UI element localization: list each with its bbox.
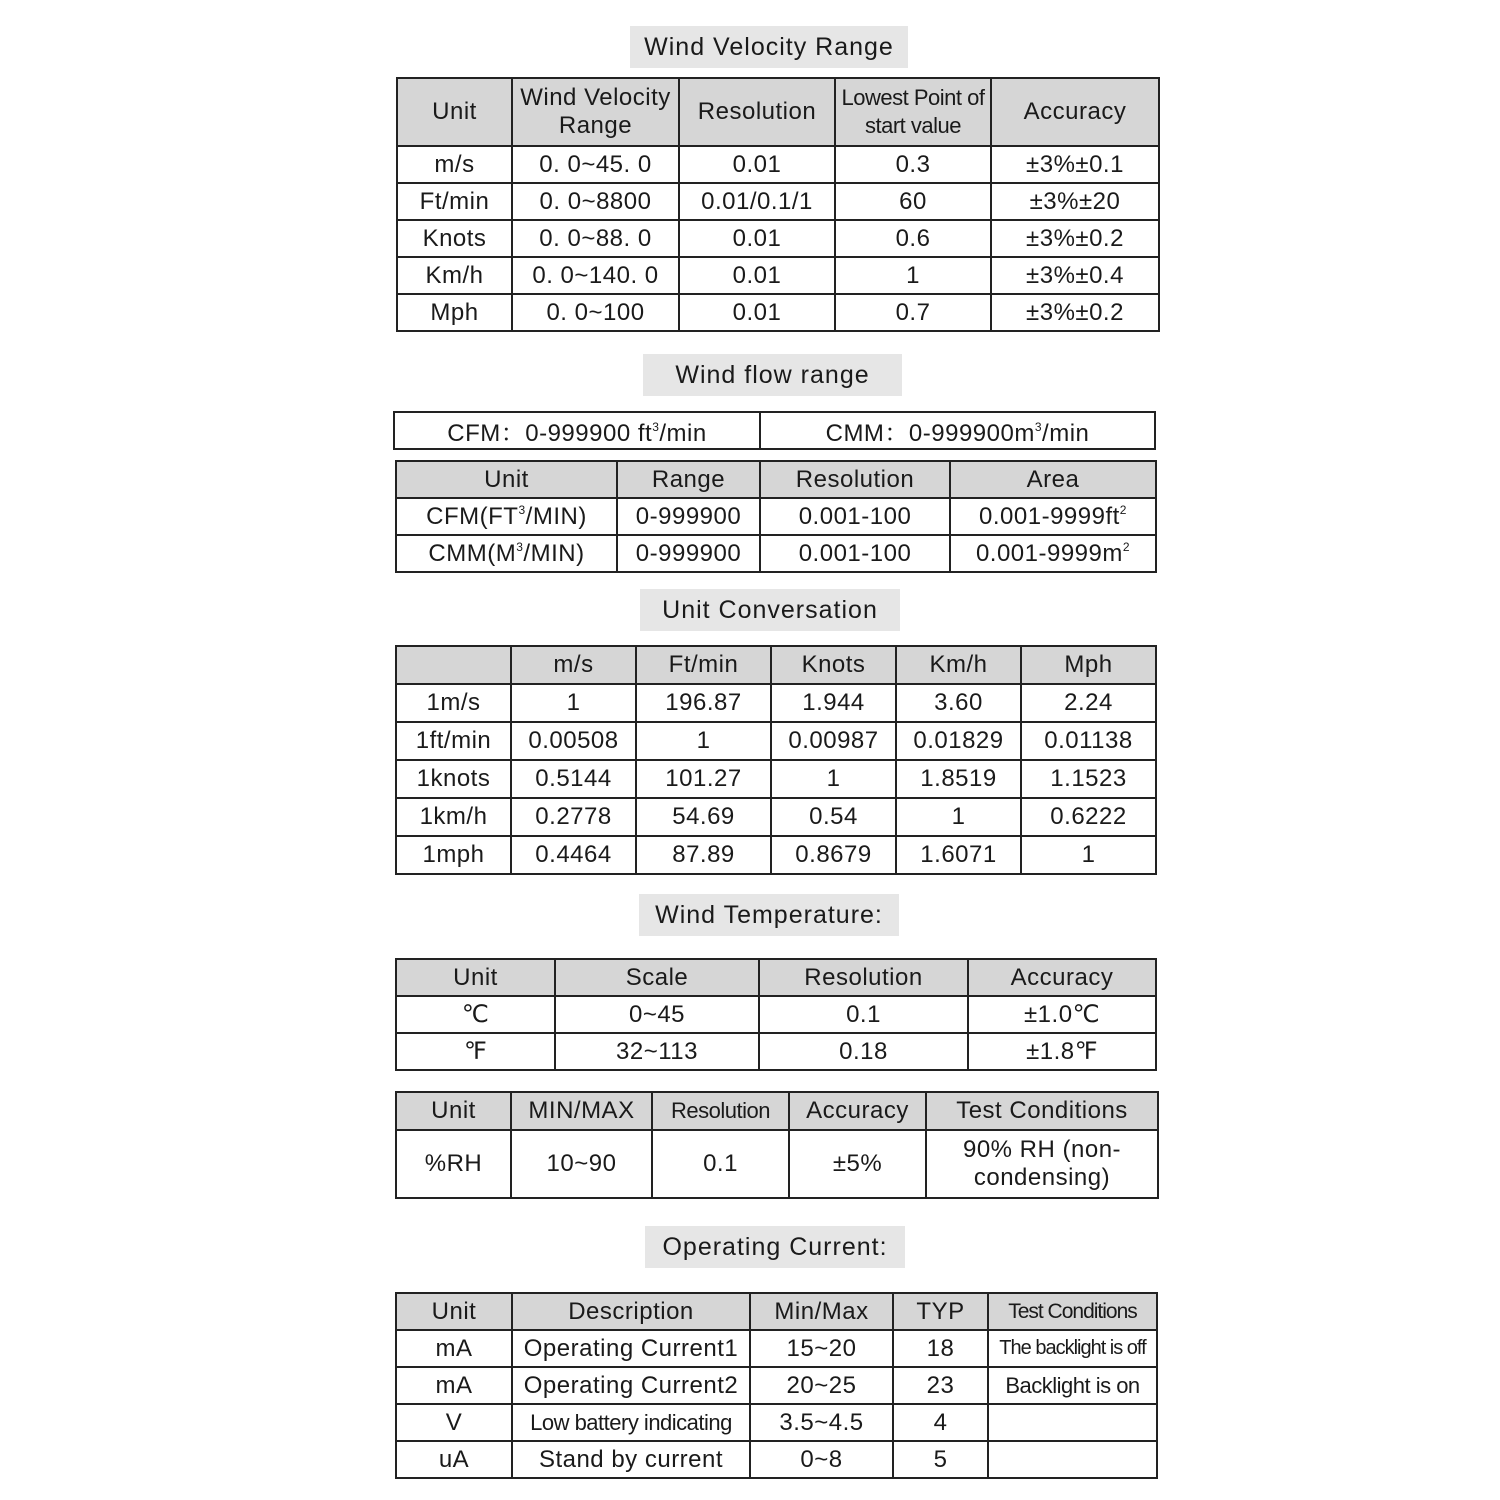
conversion-header <box>396 646 511 684</box>
cmm-summary-sup: 3 <box>1034 420 1043 434</box>
velocity-cell: ±3%±0.1 <box>991 146 1159 183</box>
current-cell: Operating Current2 <box>512 1367 750 1404</box>
velocity-title: Wind Velocity Range <box>630 26 908 68</box>
flow-cell-unit <box>396 498 617 535</box>
temperature-table <box>395 958 1157 1071</box>
temperature-cell: ℉ <box>396 1033 555 1070</box>
humidity-header: Accuracy <box>789 1092 926 1130</box>
current-header: Test Conditions <box>988 1293 1157 1330</box>
current-table <box>395 1292 1158 1479</box>
conversion-cell: 1.1523 <box>1021 760 1156 798</box>
flow-cell: 0.001-100 <box>760 498 950 535</box>
flow-cell-area <box>950 498 1156 535</box>
conversion-cell: 1.8519 <box>896 760 1021 798</box>
temperature-cell: ±1.0℃ <box>968 996 1156 1033</box>
humidity-header: Unit <box>396 1092 511 1130</box>
velocity-cell: ±3%±0.2 <box>991 220 1159 257</box>
velocity-header-lowest: Lowest Point of start value <box>835 78 991 146</box>
flow-unit-sup: 3 <box>516 539 524 554</box>
current-cell <box>988 1441 1157 1478</box>
velocity-cell: 0.6 <box>835 220 991 257</box>
conversion-cell: 1.6071 <box>896 836 1021 874</box>
conversion-cell: 2.24 <box>1021 684 1156 722</box>
current-cell: The backlight is off <box>988 1330 1157 1367</box>
flow-title: Wind flow range <box>643 354 902 396</box>
velocity-cell: 0. 0~140. 0 <box>512 257 679 294</box>
temperature-title: Wind Temperature: <box>639 894 899 936</box>
velocity-cell: 0.3 <box>835 146 991 183</box>
conversion-cell: 54.69 <box>636 798 771 836</box>
current-header: Min/Max <box>750 1293 893 1330</box>
conversion-cell: 0.01138 <box>1021 722 1156 760</box>
cfm-summary <box>394 412 760 449</box>
temperature-header: Scale <box>555 959 759 996</box>
humidity-cell: 10~90 <box>511 1130 652 1198</box>
conversion-cell: 1m/s <box>396 684 511 722</box>
conversion-cell: 196.87 <box>636 684 771 722</box>
conversion-cell: 0.8679 <box>771 836 896 874</box>
flow-cell: 0-999900 <box>617 535 760 572</box>
current-cell: Stand by current <box>512 1441 750 1478</box>
flow-area-text: 0.001-9999m <box>975 539 1123 567</box>
cmm-summary-suffix: /min <box>1042 420 1090 447</box>
humidity-cell: %RH <box>396 1130 511 1198</box>
conversion-cell: 0.54 <box>771 798 896 836</box>
conversion-cell: 1knots <box>396 760 511 798</box>
current-header: TYP <box>893 1293 988 1330</box>
velocity-cell: m/s <box>397 146 512 183</box>
conversion-header: m/s <box>511 646 636 684</box>
velocity-cell: 0.01 <box>679 146 835 183</box>
velocity-cell: Km/h <box>397 257 512 294</box>
velocity-cell: ±3%±20 <box>991 183 1159 220</box>
humidity-cell: 90% RH (non-condensing) <box>926 1130 1158 1198</box>
current-cell: V <box>396 1404 512 1441</box>
flow-unit-text: /MIN) <box>523 539 585 567</box>
velocity-cell: 0. 0~8800 <box>512 183 679 220</box>
current-header: Description <box>512 1293 750 1330</box>
current-cell: Backlight is on <box>988 1367 1157 1404</box>
conversion-cell: 1mph <box>396 836 511 874</box>
conversion-cell: 1 <box>896 798 1021 836</box>
velocity-header-unit: Unit <box>397 78 512 146</box>
current-cell: mA <box>396 1367 512 1404</box>
current-cell: uA <box>396 1441 512 1478</box>
velocity-cell: 1 <box>835 257 991 294</box>
cfm-summary-prefix: CFM：0-999900 ft <box>447 420 653 447</box>
temperature-cell: 0~45 <box>555 996 759 1033</box>
velocity-table <box>396 77 1160 332</box>
conversion-cell: 0.2778 <box>511 798 636 836</box>
flow-unit-text: CFM(FT <box>426 502 519 530</box>
flow-header-range: Range <box>617 461 760 498</box>
velocity-cell: 0.01 <box>679 220 835 257</box>
humidity-header: MIN/MAX <box>511 1092 652 1130</box>
cfm-summary-suffix: /min <box>659 420 707 447</box>
velocity-cell: ±3%±0.2 <box>991 294 1159 331</box>
velocity-cell: ±3%±0.4 <box>991 257 1159 294</box>
conversion-cell: 101.27 <box>636 760 771 798</box>
current-header: Unit <box>396 1293 512 1330</box>
conversion-cell: 0.00508 <box>511 722 636 760</box>
flow-area-sup: 2 <box>1119 502 1127 517</box>
temperature-header: Unit <box>396 959 555 996</box>
cfm-summary-sup: 3 <box>652 420 660 434</box>
velocity-cell: 0.01 <box>679 294 835 331</box>
conversion-cell: 0.00987 <box>771 722 896 760</box>
conversion-cell: 1 <box>1021 836 1156 874</box>
conversion-cell: 1 <box>771 760 896 798</box>
current-cell: Operating Current1 <box>512 1330 750 1367</box>
current-cell: 18 <box>893 1330 988 1367</box>
flow-header-area: Area <box>950 461 1156 498</box>
current-cell: Low battery indicating <box>512 1404 750 1441</box>
conversion-cell: 1ft/min <box>396 722 511 760</box>
velocity-cell: 0.01/0.1/1 <box>679 183 835 220</box>
temperature-header: Resolution <box>759 959 968 996</box>
flow-cell: 0.001-100 <box>760 535 950 572</box>
temperature-cell: 32~113 <box>555 1033 759 1070</box>
temperature-cell: ℃ <box>396 996 555 1033</box>
current-cell: 20~25 <box>750 1367 893 1404</box>
flow-unit-text: CMM(M <box>428 539 517 567</box>
conversion-cell: 1 <box>511 684 636 722</box>
conversion-cell: 1km/h <box>396 798 511 836</box>
velocity-cell: Ft/min <box>397 183 512 220</box>
velocity-cell: Mph <box>397 294 512 331</box>
humidity-table <box>395 1091 1159 1199</box>
current-cell: mA <box>396 1330 512 1367</box>
flow-area-sup: 2 <box>1122 539 1131 554</box>
velocity-cell: 0. 0~45. 0 <box>512 146 679 183</box>
humidity-cell: ±5% <box>789 1130 926 1198</box>
flow-cell-unit <box>396 535 617 572</box>
conversion-cell: 3.60 <box>896 684 1021 722</box>
conversion-cell: 87.89 <box>636 836 771 874</box>
conversion-cell: 0.6222 <box>1021 798 1156 836</box>
flow-cell: 0-999900 <box>617 498 760 535</box>
current-cell: 0~8 <box>750 1441 893 1478</box>
flow-unit-sup: 3 <box>518 502 526 517</box>
flow-cell-area <box>950 535 1156 572</box>
current-cell: 5 <box>893 1441 988 1478</box>
cmm-summary-prefix: CMM：0-999900m <box>825 420 1035 447</box>
velocity-cell: 0. 0~100 <box>512 294 679 331</box>
temperature-cell: ±1.8℉ <box>968 1033 1156 1070</box>
conversion-cell: 0.01829 <box>896 722 1021 760</box>
flow-header-unit: Unit <box>396 461 617 498</box>
flow-summary-table <box>393 411 1156 450</box>
conversion-header: Km/h <box>896 646 1021 684</box>
humidity-header: Resolution <box>652 1092 789 1130</box>
temperature-cell: 0.1 <box>759 996 968 1033</box>
temperature-cell: 0.18 <box>759 1033 968 1070</box>
current-cell: 3.5~4.5 <box>750 1404 893 1441</box>
velocity-cell: 0.7 <box>835 294 991 331</box>
conversion-header: Ft/min <box>636 646 771 684</box>
humidity-header: Test Conditions <box>926 1092 1158 1130</box>
current-title: Operating Current: <box>645 1226 905 1268</box>
conversion-table <box>395 645 1157 875</box>
conversion-cell: 0.5144 <box>511 760 636 798</box>
velocity-cell: 0.01 <box>679 257 835 294</box>
flow-area-text: 0.001-9999ft <box>979 502 1120 530</box>
conversion-title: Unit Conversation <box>640 589 900 631</box>
conversion-cell: 0.4464 <box>511 836 636 874</box>
velocity-cell: 0. 0~88. 0 <box>512 220 679 257</box>
temperature-header: Accuracy <box>968 959 1156 996</box>
cmm-summary <box>760 412 1155 449</box>
conversion-header: Mph <box>1021 646 1156 684</box>
humidity-cell: 0.1 <box>652 1130 789 1198</box>
current-cell <box>988 1404 1157 1441</box>
current-cell: 4 <box>893 1404 988 1441</box>
current-cell: 23 <box>893 1367 988 1404</box>
flow-table <box>395 460 1157 573</box>
velocity-header-resolution: Resolution <box>679 78 835 146</box>
conversion-cell: 1 <box>636 722 771 760</box>
velocity-cell: Knots <box>397 220 512 257</box>
velocity-header-accuracy: Accuracy <box>991 78 1159 146</box>
conversion-cell: 1.944 <box>771 684 896 722</box>
velocity-header-range: Wind Velocity Range <box>512 78 679 146</box>
conversion-header: Knots <box>771 646 896 684</box>
flow-header-resolution: Resolution <box>760 461 950 498</box>
flow-unit-text: /MIN) <box>525 502 587 530</box>
current-cell: 15~20 <box>750 1330 893 1367</box>
velocity-cell: 60 <box>835 183 991 220</box>
